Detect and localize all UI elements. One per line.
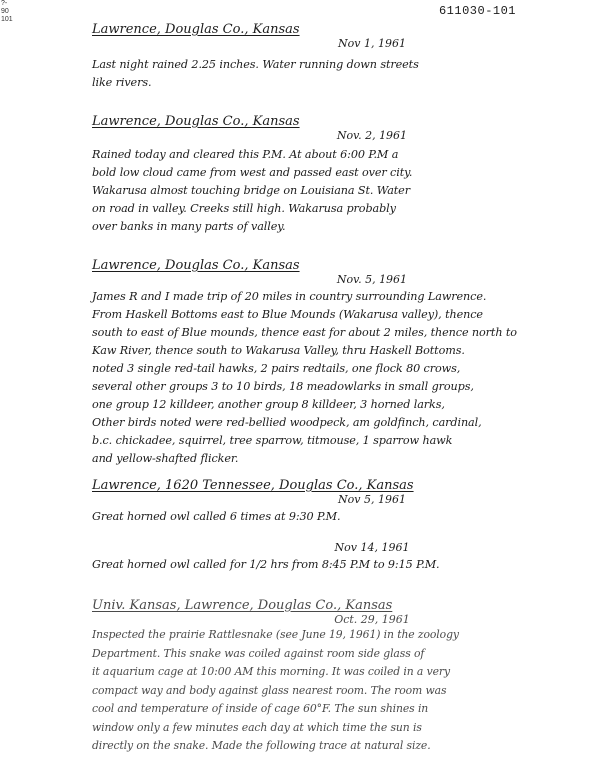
entry-line: several other groups 3 to 10 birds, 18 meadowlarks in small groups, <box>92 380 474 393</box>
entry-date: Nov. 2, 1961 <box>336 129 408 142</box>
entry-location: Univ. Kansas, Lawrence, Douglas Co., Kansas <box>92 598 393 613</box>
entry-line: noted 3 single red-tail hawks, 2 pairs redtails, one flock 80 crows, <box>92 362 461 375</box>
entry-location: Lawrence, Douglas Co., Kansas <box>92 258 300 273</box>
entry-line: over banks in many parts of valley. <box>92 220 286 233</box>
journal-entry <box>92 22 582 92</box>
entry-line: cool and temperature of inside of cage 60°F. The sun shines in <box>92 702 429 715</box>
entry-line: Department. This snake was coiled against room side glass of <box>92 646 425 660</box>
entry-date: Nov 5, 1961 <box>338 493 406 506</box>
entry-line: Great horned owl called for 1/2 hrs from 8:45 P.M to 9:15 P.M. <box>92 558 440 571</box>
entry-line: on road in valley. Creeks still high. Wakarusa probably <box>92 202 396 215</box>
entry-line: like rivers. <box>92 76 152 89</box>
journal-entry <box>92 598 582 756</box>
margin-annotation-line: 101 <box>1 16 13 23</box>
journal-entry <box>92 258 582 468</box>
entry-line: one group 12 killdeer, another group 8 killdeer, 3 horned larks, <box>92 398 445 411</box>
entry-line: it aquarium cage at 10:00 AM this morning. It was coiled in a very <box>92 665 450 678</box>
entry-line: b.c. chickadee, squirrel, tree sparrow, titmouse, 1 sparrow hawk <box>92 434 453 447</box>
journal-entry <box>92 114 582 236</box>
entry-date: Nov 1, 1961 <box>338 37 406 50</box>
entry-line: window only a few minutes each day at which time the sun is <box>92 720 422 734</box>
entry-line: Kaw River, thence south to Wakarusa Valley, thru Haskell Bottoms. <box>92 344 465 357</box>
entry-line: compact way and body against glass nearest room. The room was <box>92 683 447 697</box>
entry-line: directly on the snake. Made the following trace at natural size. <box>92 739 431 752</box>
margin-annotation-line: ?- <box>1 0 8 7</box>
margin-annotation <box>1 0 13 24</box>
entry-line: Rained today and cleared this P.M. At about 6:00 P.M a <box>92 148 399 161</box>
entry-line: Other birds noted were red-bellied woodpeck, am goldfinch, cardinal, <box>92 416 482 429</box>
entry-line: Wakarusa almost touching bridge on Louisiana St. Water <box>92 184 410 197</box>
entry-body <box>92 626 582 756</box>
entry-body <box>92 288 582 468</box>
entry-line: From Haskell Bottoms east to Blue Mounds (Wakarusa valley), thence <box>92 308 483 321</box>
entry-body <box>92 556 582 574</box>
entry-line: Great horned owl called 6 times at 9:30 P.M. <box>92 510 341 523</box>
entry-location: Lawrence, 1620 Tennessee, Douglas Co., Kansas <box>92 478 414 493</box>
entry-date: Oct. 29, 1961 <box>334 613 410 626</box>
entry-line: Last night rained 2.25 inches. Water running down streets <box>92 58 419 71</box>
entry-body <box>92 56 582 92</box>
entry-line: south to east of Blue mounds, thence east for about 2 miles, thence north to <box>92 326 517 339</box>
journal-entry <box>92 541 582 574</box>
entry-line: James R and I made trip of 20 miles in country surrounding Lawrence. <box>92 290 487 303</box>
page-identifier: 611030-101 <box>438 4 516 18</box>
margin-annotation-line: 90 <box>1 8 9 15</box>
entry-date: Nov. 5, 1961 <box>336 273 408 286</box>
entry-line: and yellow-shafted flicker. <box>92 452 239 465</box>
entry-body <box>92 146 582 236</box>
entry-body <box>92 508 582 526</box>
entry-location: Lawrence, Douglas Co., Kansas <box>92 22 300 37</box>
entry-line: bold low cloud came from west and passed east over city. <box>92 166 413 179</box>
entry-location: Lawrence, Douglas Co., Kansas <box>92 114 300 129</box>
journal-entry <box>92 478 582 526</box>
entry-line: Inspected the prairie Rattlesnake (see June 19, 1961) in the zoology <box>92 628 459 641</box>
entry-date: Nov 14, 1961 <box>334 541 410 554</box>
